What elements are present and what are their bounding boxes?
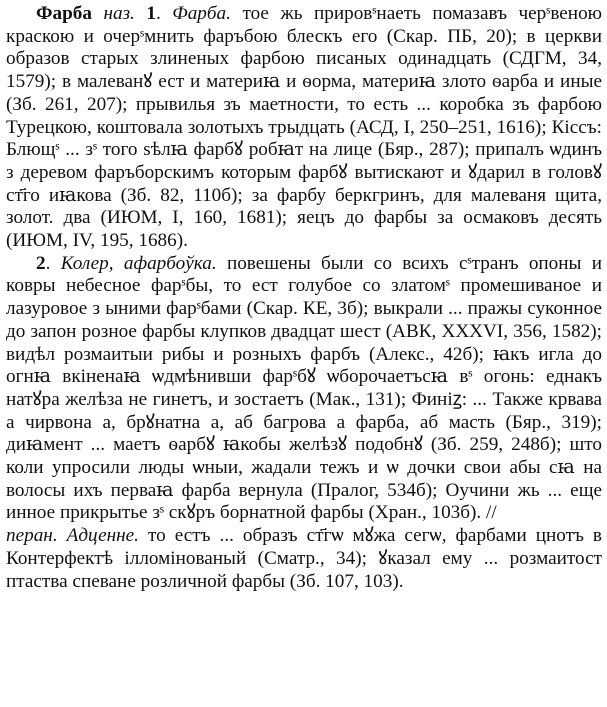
sense-2b-citations: то естъ ... образъ ст҃гѡ мꙋжа сегѡ, фарбами цнотъ в Контерфектѣ ілломінованый (Сматр., 34); ꙋказал ему ... розмаитост птаства спеване розличной фарбы (Зб. 107, 103).: [6, 525, 602, 592]
entry-sense-1: Фарба наз. 1. Фарба. тое жь прировˢнаеть помазавъ черˢвеною краскою и очерˢмнить фаръбою блескъ его (Скар. ПБ, 20); в церкви образов старых злиненых фарбою писаных одинадцать (СДГМ, 34, 1579); в малеванꙋ ест и материꙗ и ѳорма, материꙗ злото ѳарба и иные (Зб. 261, 207); прывилья зъ маетности, то есть ... коробка зъ фарбою Турецкою, коштовала золотыхъ трыдцать (АСД, І, 250–251, 1616); Кiссъ: Блющˢ ... зˢ того ѕѣлꙗ фарбꙋ робꙗт на лице (Бяр., 287); припалъ ѡдинъ з деревом фаръборскимъ которым фарбꙋ вытискают и ꙋдарил в головꙋ ст҃го иꙗкова (Зб. 82, 110б); за фарбу беркгринъ, для малеваня щита, золот. два (ИЮМ, І, 160, 1681); яецъ до фарбы за осмаковъ десять (ИЮМ, IV, 195, 1686).: [6, 3, 603, 252]
sense-1-definition: Фарба.: [172, 3, 231, 24]
sense-2-definition: Колер, афарбоўка.: [60, 252, 217, 274]
sense-1-citations: тое жь прировˢнаеть помазавъ черˢвеною краскою и очерˢмнить фаръбою блескъ его (Скар. ПБ, 20); в церкви образов старых злиненых фарбою писаных одинадцать (СДГМ, 34, 1579); в малеванꙋ ест и материꙗ и ѳорма, материꙗ злото ѳарба и иные (Зб. 261, 207); прывилья зъ маетности, то есть ... коробка зъ фарбою Турецкою, коштовала золотыхъ трыдцать (АСД, І, 250–251, 1616); Кiссъ: Блющˢ ... зˢ того ѕѣлꙗ фарбꙋ робꙗт на лице (Бяр., 287); припалъ ѡдинъ з деревом фаръборскимъ которым фарбꙋ вытискают и ꙋдарил в головꙋ ст҃го иꙗкова (Зб. 82, 110б); за фарбу беркгринъ, для малеваня щита, золот. два (ИЮМ, І, 160, 1681); яецъ до фарбы за осмаковъ десять (ИЮМ, IV, 195, 1686).: [6, 3, 603, 252]
sense-2b-definition: перан. Адценне.: [6, 525, 139, 547]
sense-number-1: 1: [146, 3, 156, 24]
headword: Фарба: [36, 3, 92, 24]
entry-sense-2: 2. Колер, афарбоўка. повешены были со всихъ сˢтранъ опоны и ковры небесное фарˢбы, то ест голубое со златомˢ промешиваное и лазуровое з ыними фарˢбами (Скар. КЕ, 3б); выкрали ... пражы суконное до запон розное фарбы клупков двадцат шест (АВК, XXXVI, 356, 1582); видѣл розмаитыи рибы и розныхъ фарбъ (Алекс., 42б); ꙗкъ игла до огнꙗ вкіненаꙗ ѡдмѣнивши фарˢбꙋ ѡборочаетъсꙗ вˢ огонь: еднакъ натꙋра желѣза не гинетъ, и зостаетъ (Мак., 131); Финіꙁ: ... Также крвава а чирвона а, брꙋнатна а, аб багрова а фарба, аб масть (Бяр., 319); диꙗмент ... маетъ ѳарбꙋ ꙗкобы желѣзꙋ подобнꙋ (Зб. 259, 248б); што коли упросили люды ѡныи, жадали тежъ и ѡ дочки свои абы сꙗ на волосы ихъ перваꙗ фарба вернула (Пралог, 534б); Оучини жь ... еще инное прикрытье зˢ скꙋръ борнатной фарбы (Хран., 103б). // перан. Адценне. то естъ ... образъ ст҃гѡ мꙋжа сегѡ, фарбами цнотъ в Контерфектѣ ілломінованый (Сматр., 34); ꙋказал ему ... розмаитост птаства спеване розличной фарбы (Зб. 107, 103).: [6, 252, 602, 592]
grammar-label: наз.: [103, 3, 135, 24]
sense-2-citations: повешены были со всихъ сˢтранъ опоны и ковры небесное фарˢбы, то ест голубое со златомˢ промешиваное и лазуровое з ыними фарˢбами (Скар. КЕ, 3б); выкрали ... пражы суконное до запон розное фарбы клупков двадцат шест (АВК, XXXVI, 356, 1582); видѣл розмаитыи рибы и розныхъ фарбъ (Алекс., 42б); ꙗкъ игла до огнꙗ вкіненаꙗ ѡдмѣнивши фарˢбꙋ ѡборочаетъсꙗ вˢ огонь: еднакъ натꙋра желѣза не гинетъ, и зостаетъ (Мак., 131); Финіꙁ: ... Также крвава а чирвона а, брꙋнатна а, аб багрова а фарба, аб масть (Бяр., 319); диꙗмент ... маетъ ѳарбꙋ ꙗкобы желѣзꙋ подобнꙋ (Зб. 259, 248б); што коли упросили люды ѡныи, жадали тежъ и ѡ дочки свои абы сꙗ на волосы ихъ перваꙗ фарба вернула (Пралог, 534б); Оучини жь ... еще инное прикрытье зˢ скꙋръ борнатной фарбы (Хран., 103б). //: [6, 252, 602, 524]
sense-number-2: 2: [36, 252, 46, 274]
